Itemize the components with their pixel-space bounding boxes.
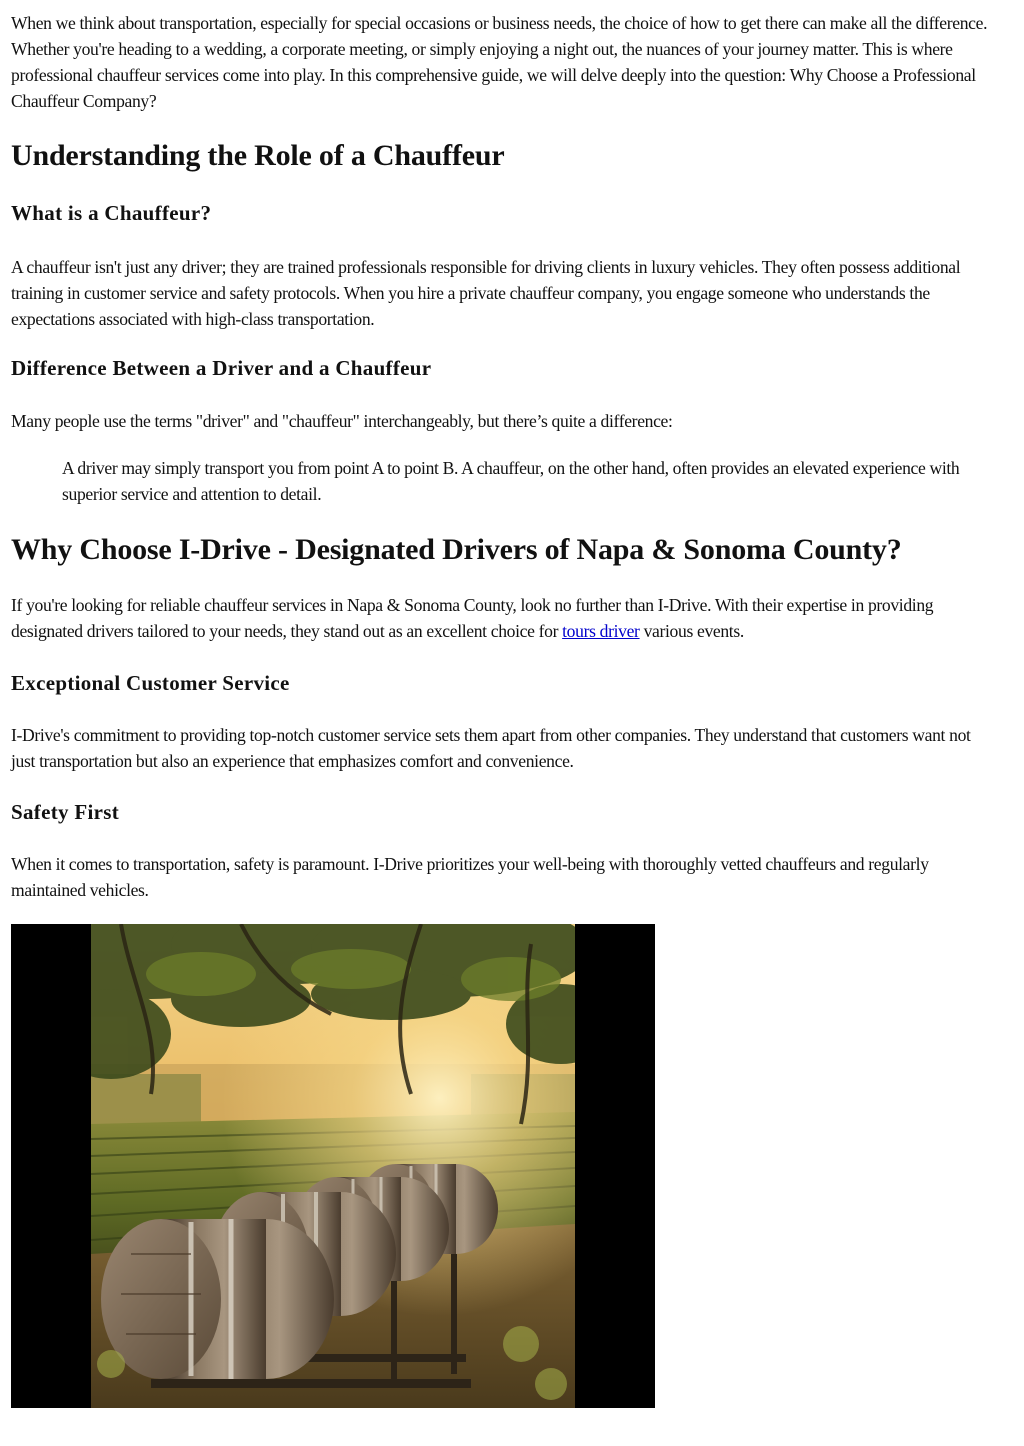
vineyard-image-frame [11,924,655,1408]
tours-driver-link[interactable]: tours driver [562,621,640,641]
heading-customer-service: Exceptional Customer Service [11,671,290,695]
wine-barrel-front [101,1219,334,1379]
heading-what-is-chauffeur: What is a Chauffeur? [11,201,212,225]
idrive-intro-text-start: If you're looking for reliable chauffeur services in Napa & Sonoma County, look no further than I-Drive. With their expertise in providing designated drivers tailored to your needs, they stand out as an excellent choice for [11,595,934,641]
paragraph-safety-first: When it comes to transportation, safety is paramount. I-Drive prioritizes your well-being with thoroughly vetted chauffeurs and regularly maintained vehicles. [11,854,929,900]
heading-driver-vs-chauffeur: Difference Between a Driver and a Chauffeur [11,356,432,380]
heading-why-choose-idrive: Why Choose I-Drive - Designated Drivers of Napa & Sonoma County? [11,533,902,566]
vineyard-photo [91,924,575,1408]
paragraph-idrive-intro [11,592,1001,644]
idrive-intro-text-end: various events. [639,621,744,641]
heading-understanding-role: Understanding the Role of a Chauffeur [11,139,505,172]
heading-safety-first: Safety First [11,800,119,824]
paragraph-customer-service: I-Drive's commitment to providing top-notch customer service sets them apart from other companies. They understand that customers want not just transportation but also an experience that emphasizes comfort and convenience. [11,725,971,771]
vineyard-barrels-illustration [91,924,575,1408]
paragraph-driver-vs-chauffeur: Many people use the terms "driver" and "chauffeur" interchangeably, but there’s quite a difference: [11,411,673,431]
blockquote-driver-definition: A driver may simply transport you from point A to point B. A chauffeur, on the other hand, often provides an elevated experience with superior service and attention to detail. [62,458,960,504]
intro-paragraph: When we think about transportation, especially for special occasions or business needs, the choice of how to get there can make all the difference. Whether you're heading to a wedding, a corporate meeting, or simply enjoying a night out, the nuances of your journey matter. This is where professional chauffeur services come into play. In this comprehensive guide, we will delve deeply into the question: Why Choose a Professional Chauffeur Company? [11,13,988,111]
paragraph-what-is-chauffeur: A chauffeur isn't just any driver; they are trained professionals responsible for driving clients in luxury vehicles. They often possess additional training in customer service and safety protocols. When you hire a private chauffeur company, you engage someone who understands the expectations associated with high-class transportation. [11,257,961,329]
